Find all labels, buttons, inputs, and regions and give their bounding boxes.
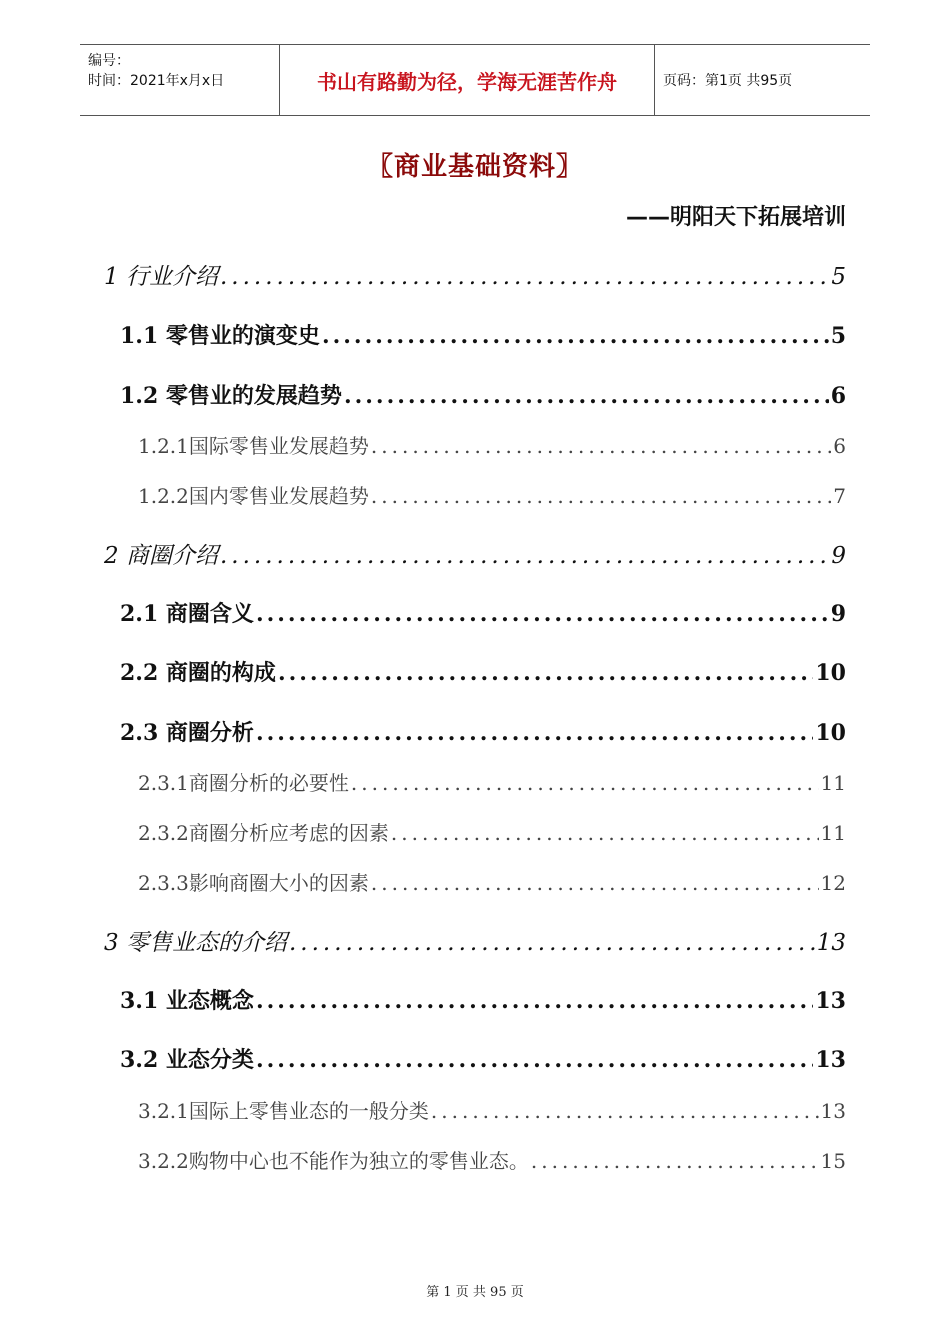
toc-leader xyxy=(278,660,813,686)
toc-entry-label: 3 零售业态的介绍 xyxy=(104,930,287,956)
toc-entry[interactable] xyxy=(120,1043,846,1074)
toc-entry-page: 12 xyxy=(820,871,846,895)
toc-leader xyxy=(289,930,815,956)
toc-leader xyxy=(256,601,829,627)
toc-leader xyxy=(344,383,829,409)
toc-leader xyxy=(371,871,819,895)
toc-entry-label: 2.3 商圈分析 xyxy=(120,720,254,746)
toc-entry-label: 2.3.2商圈分析应考虑的因素 xyxy=(138,821,389,845)
toc-entry-label: 2 商圈介绍 xyxy=(104,543,218,569)
toc-leader xyxy=(256,988,813,1014)
toc-leader xyxy=(371,434,831,458)
toc-entry-label: 2.2 商圈的构成 xyxy=(120,660,276,686)
toc-entry-label: 1.1 零售业的演变史 xyxy=(120,323,320,349)
time-label: 时间：2021年x月x日 xyxy=(88,73,225,89)
toc-entry-page: 5 xyxy=(830,323,846,349)
toc-leader xyxy=(220,264,829,290)
toc-entry-label: 1.2.2国内零售业发展趋势 xyxy=(138,484,369,508)
toc-entry[interactable] xyxy=(138,1095,846,1124)
toc-entry[interactable] xyxy=(104,258,846,291)
toc-entry-page: 7 xyxy=(833,484,846,508)
toc-entry[interactable] xyxy=(138,1145,846,1174)
toc-entry[interactable] xyxy=(138,867,846,896)
toc-leader xyxy=(351,771,819,795)
toc-leader xyxy=(256,1047,813,1073)
toc-leader xyxy=(371,484,831,508)
toc-entry-page: 9 xyxy=(830,601,846,627)
toc-leader xyxy=(220,543,829,569)
toc-leader xyxy=(256,720,813,746)
document-title: 〖商业基础资料〗 xyxy=(366,152,583,182)
toc-entry-page: 13 xyxy=(816,930,846,956)
toc-entry-page: 15 xyxy=(820,1149,846,1173)
toc-entry-page: 6 xyxy=(833,434,846,458)
toc-entry[interactable] xyxy=(138,817,846,846)
toc-entry-page: 13 xyxy=(815,1047,846,1073)
toc-entry-page: 11 xyxy=(820,771,846,795)
toc-entry-page: 6 xyxy=(830,383,846,409)
toc-entry-label: 3.2.2购物中心也不能作为独立的零售业态。 xyxy=(138,1149,529,1173)
toc-entry-page: 5 xyxy=(831,264,846,290)
toc-leader xyxy=(391,821,819,845)
toc-entry[interactable] xyxy=(120,656,846,687)
toc-entry[interactable] xyxy=(138,480,846,509)
toc-entry[interactable] xyxy=(104,924,846,957)
header-motto: 书山有路勤为径，学海无涯苦作舟 xyxy=(280,45,655,115)
toc-entry-page: 10 xyxy=(815,660,846,686)
toc-entry[interactable] xyxy=(120,984,846,1015)
toc-entry[interactable] xyxy=(120,716,846,747)
toc-entry-label: 2.3.1商圈分析的必要性 xyxy=(138,771,349,795)
toc-entry[interactable] xyxy=(120,379,846,410)
toc-leader xyxy=(322,323,829,349)
toc-entry[interactable] xyxy=(120,597,846,628)
number-label: 编号： xyxy=(88,53,130,69)
toc-entry-page: 11 xyxy=(820,821,846,845)
toc-entry[interactable] xyxy=(120,319,846,350)
toc-entry-label: 3.1 业态概念 xyxy=(120,988,254,1014)
toc-entry-label: 3.2 业态分类 xyxy=(120,1047,254,1073)
toc-entry-page: 13 xyxy=(815,988,846,1014)
document-subtitle: ——明阳天下拓展培训 xyxy=(625,205,846,230)
toc-entry[interactable] xyxy=(104,537,846,570)
toc-entry-label: 2.1 商圈含义 xyxy=(120,601,254,627)
toc-leader xyxy=(531,1149,819,1173)
toc-entry-page: 9 xyxy=(831,543,846,569)
header-page-info: 页码：第1页 共95页 xyxy=(663,73,793,89)
toc-entry-page: 10 xyxy=(815,720,846,746)
toc-entry-page: 13 xyxy=(820,1099,846,1123)
toc-entry[interactable] xyxy=(138,767,846,796)
toc-entry[interactable] xyxy=(138,430,846,459)
toc-entry-label: 1.2.1国际零售业发展趋势 xyxy=(138,434,369,458)
toc-entry-label: 1 行业介绍 xyxy=(104,264,218,290)
toc-entry-label: 1.2 零售业的发展趋势 xyxy=(120,383,342,409)
toc-entry-label: 3.2.1国际上零售业态的一般分类 xyxy=(138,1099,429,1123)
toc-entry-label: 2.3.3影响商圈大小的因素 xyxy=(138,871,369,895)
page-footer: 第 1 页 共 95 页 xyxy=(426,1285,524,1300)
toc-leader xyxy=(431,1099,819,1123)
